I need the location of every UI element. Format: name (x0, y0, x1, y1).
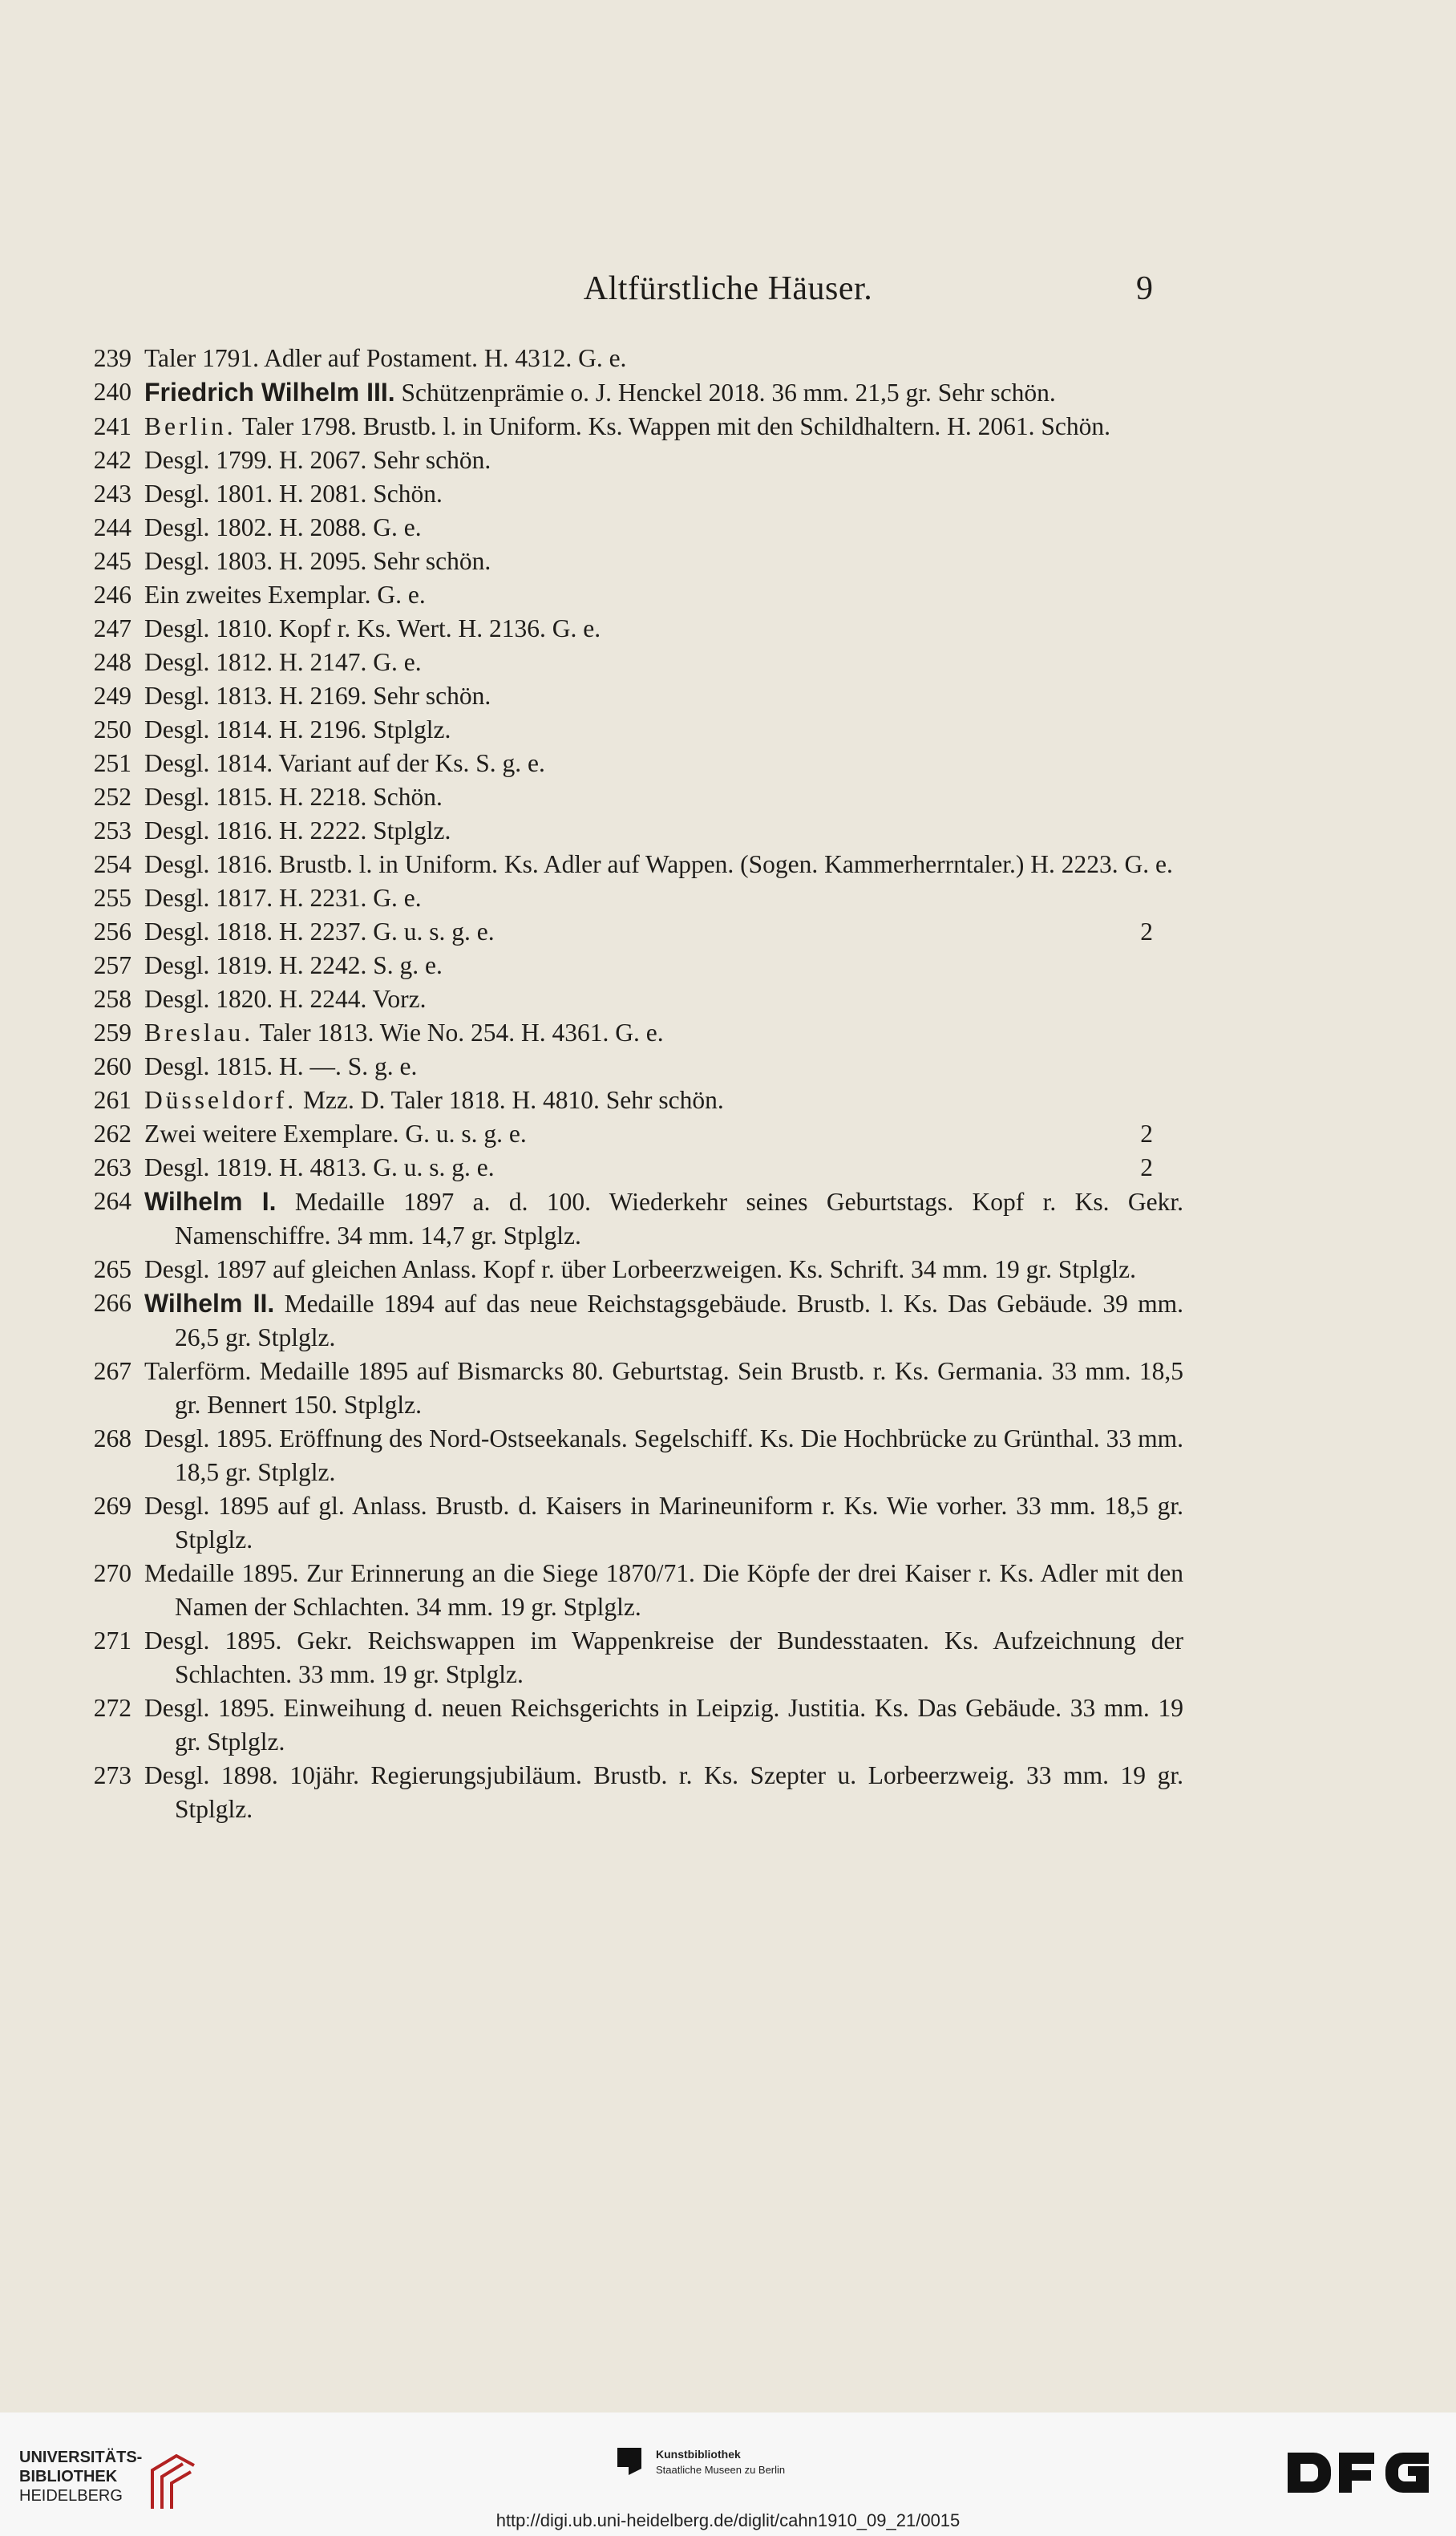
entry-description: Desgl. 1895. Gekr. Reichswappen im Wappenkreise der Bundesstaaten. Ks. Aufzeichnung der Schlachten. 33 mm. 19 gr. Stplglz. (144, 1627, 1183, 1688)
entry-description: Ein zweites Exemplar. G. e. (144, 581, 426, 609)
catalogue-entry (0, 780, 1456, 814)
catalogue-entry (0, 1624, 1456, 1691)
entry-description: Desgl. 1895 auf gl. Anlass. Brustb. d. Kaisers in Marineuniform r. Ks. Wie vorher. 33 mm. 18,5 gr. Stplglz. (144, 1492, 1183, 1554)
entry-description: Desgl. 1895. Eröffnung des Nord-Ostseekanals. Segelschiff. Ks. Die Hochbrücke zu Grünthal. 33 mm. 18,5 gr. Stplglz. (144, 1424, 1183, 1486)
entry-number: 269 (93, 1492, 131, 1520)
entry-text (144, 375, 1183, 410)
entry-description: Taler 1791. Adler auf Postament. H. 4312. G. e. (144, 344, 627, 372)
lot-count: 2 (1140, 1120, 1153, 1148)
entry-description: Medaille 1894 auf das neue Reichstagsgebäude. Brustb. l. Ks. Das Gebäude. 39 mm. 26,5 gr. Stplglz. (175, 1290, 1183, 1351)
catalogue-entry (0, 1185, 1456, 1253)
catalogue-entry (0, 1016, 1456, 1050)
entry-description: Desgl. 1898. 10jähr. Regierungsjubiläum. Brustb. r. Ks. Szepter u. Lorbeerzweig. 33 mm. 19 gr. Stplglz. (144, 1761, 1183, 1823)
catalogue-entry (0, 375, 1456, 410)
catalogue-entry (0, 612, 1456, 646)
entry-text (144, 747, 1183, 780)
entry-number: 264 (93, 1187, 131, 1215)
entry-description: Desgl. 1820. H. 2244. Vorz. (144, 985, 427, 1013)
entry-number: 245 (93, 547, 131, 575)
ruler-name: Friedrich Wilhelm III. (144, 378, 395, 407)
entry-number: 251 (93, 749, 131, 777)
entry-text (144, 477, 1183, 511)
kb-logo-subtitle: Staatliche Museen zu Berlin (656, 2464, 786, 2476)
ub-logo-line-3: HEIDELBERG (19, 2487, 123, 2505)
entry-number: 250 (93, 715, 131, 743)
entry-text (144, 444, 1183, 477)
catalogue-entry (0, 1286, 1456, 1355)
ub-logo-line-1: UNIVERSITÄTS- (19, 2449, 143, 2466)
entry-number: 248 (93, 648, 131, 676)
entry-number: 242 (93, 446, 131, 474)
entry-text (144, 1253, 1183, 1286)
entry-number: 255 (93, 884, 131, 912)
catalogue-entry (0, 713, 1456, 747)
entry-text (144, 1185, 1183, 1253)
catalogue-entry (0, 545, 1456, 578)
catalogue-entry (0, 511, 1456, 545)
ub-mark-icon (144, 2453, 200, 2514)
catalogue-entry (0, 1691, 1456, 1759)
entry-description: Desgl. 1814. H. 2196. Stplglz. (144, 715, 451, 743)
digitization-footer (0, 2412, 1456, 2536)
catalogue-entry (0, 1151, 1456, 1185)
page-number: 9 (1136, 270, 1153, 307)
entry-description: Desgl. 1816. H. 2222. Stplglz. (144, 816, 451, 845)
catalogue-entry (0, 444, 1456, 477)
catalogue-entry (0, 915, 1456, 949)
entry-number: 268 (93, 1424, 131, 1452)
entry-number: 261 (93, 1086, 131, 1114)
entry-number: 246 (93, 581, 131, 609)
entry-number: 239 (93, 344, 131, 372)
entry-text (144, 545, 1183, 578)
entry-number: 259 (93, 1019, 131, 1047)
entry-text (144, 612, 1183, 646)
entry-text (144, 848, 1183, 881)
entry-description: Desgl. 1802. H. 2088. G. e. (144, 513, 422, 541)
ub-heidelberg-logo[interactable] (19, 2448, 142, 2506)
entry-description: Desgl. 1817. H. 2231. G. e. (144, 884, 422, 912)
kunstbibliothek-mark-icon (617, 2448, 641, 2475)
entry-text (144, 915, 1183, 949)
entry-number: 247 (93, 614, 131, 642)
entry-text (144, 1557, 1183, 1624)
entry-description: Desgl. 1801. H. 2081. Schön. (144, 480, 443, 508)
running-header (0, 269, 1456, 318)
catalogue-entry (0, 949, 1456, 982)
entry-text (144, 578, 1183, 612)
entry-number: 270 (93, 1559, 131, 1587)
entry-text (144, 342, 1183, 375)
entry-number: 263 (93, 1153, 131, 1181)
entry-text (144, 679, 1183, 713)
entry-description: Medaille 1895. Zur Erinnerung an die Siege 1870/71. Die Köpfe der drei Kaiser r. Ks. Adler mit den Namen der Schlachten. 34 mm. 19 gr. Stplglz. (144, 1559, 1183, 1621)
entry-number: 244 (93, 513, 131, 541)
catalogue-entry (0, 982, 1456, 1016)
entry-description: Desgl. 1819. H. 2242. S. g. e. (144, 951, 443, 979)
entry-description: Taler 1813. Wie No. 254. H. 4361. G. e. (253, 1019, 664, 1047)
entry-text (144, 982, 1183, 1016)
entry-description: Desgl. 1816. Brustb. l. in Uniform. Ks. Adler auf Wappen. (Sogen. Kammerherrntaler.) H. 2223. G. e. (144, 850, 1173, 878)
catalogue-entry (0, 477, 1456, 511)
entry-description: Medaille 1897 a. d. 100. Wiederkehr seines Geburtstags. Kopf r. Ks. Gekr. Namenschiffre. 34 mm. 14,7 gr. Stplglz. (175, 1188, 1184, 1250)
catalogue-entry (0, 848, 1456, 881)
entry-description: Zwei weitere Exemplare. G. u. s. g. e. (144, 1120, 527, 1148)
catalogue-entry (0, 1355, 1456, 1422)
catalogue-entries (0, 342, 1456, 1826)
catalogue-entry (0, 1050, 1456, 1084)
entry-number: 254 (93, 850, 131, 878)
entry-text (144, 1624, 1183, 1691)
entry-number: 241 (93, 412, 131, 440)
entry-text (144, 881, 1183, 915)
catalogue-entry (0, 1489, 1456, 1557)
entry-text (144, 780, 1183, 814)
entry-number: 272 (93, 1694, 131, 1722)
catalogue-entry (0, 1759, 1456, 1826)
catalogue-entry (0, 342, 1456, 375)
entry-text (144, 1084, 1183, 1117)
catalogue-entry (0, 814, 1456, 848)
catalogue-entry (0, 578, 1456, 612)
lot-count: 2 (1140, 918, 1153, 946)
ruler-name: Wilhelm I. (144, 1187, 277, 1216)
entry-text (144, 713, 1183, 747)
entry-number: 249 (93, 682, 131, 710)
entry-description: Desgl. 1799. H. 2067. Sehr schön. (144, 446, 491, 474)
entry-number: 260 (93, 1052, 131, 1080)
entry-description: Desgl. 1815. H. 2218. Schön. (144, 783, 443, 811)
source-url[interactable]: http://digi.ub.uni-heidelberg.de/diglit/cahn1910_09_21/0015 (495, 2510, 961, 2530)
catalogue-entry (0, 1557, 1456, 1624)
ruler-name: Wilhelm II. (144, 1289, 275, 1318)
entry-number: 267 (93, 1357, 131, 1385)
page-title: Altfürstliche Häuser. (583, 270, 873, 307)
catalogue-entry (0, 1117, 1456, 1151)
entry-number: 258 (93, 985, 131, 1013)
catalogue-entry (0, 679, 1456, 713)
entry-number: 253 (93, 816, 131, 845)
entry-description: Desgl. 1897 auf gleichen Anlass. Kopf r. über Lorbeerzweigen. Ks. Schrift. 34 mm. 19 gr. Stplglz. (144, 1255, 1137, 1283)
entry-description: Desgl. 1814. Variant auf der Ks. S. g. e. (144, 749, 545, 777)
entry-description: Desgl. 1812. H. 2147. G. e. (144, 648, 422, 676)
entry-description: Talerförm. Medaille 1895 auf Bismarcks 80. Geburtstag. Sein Brustb. r. Ks. Germania. 33 mm. 18,5 gr. Bennert 150. Stplglz. (144, 1357, 1183, 1419)
entry-description: Desgl. 1813. H. 2169. Sehr schön. (144, 682, 491, 710)
entry-number: 243 (93, 480, 131, 508)
entry-description: Desgl. 1818. H. 2237. G. u. s. g. e. (144, 918, 495, 946)
entry-number: 266 (93, 1289, 131, 1317)
entry-description: Desgl. 1803. H. 2095. Sehr schön. (144, 547, 491, 575)
catalogue-entry (0, 881, 1456, 915)
catalogue-entry (0, 1084, 1456, 1117)
entry-text (144, 1355, 1183, 1422)
entry-text (144, 1759, 1183, 1826)
entry-description: Desgl. 1819. H. 4813. G. u. s. g. e. (144, 1153, 495, 1181)
entry-number: 265 (93, 1255, 131, 1283)
entry-text (144, 1286, 1183, 1355)
entry-text (144, 1489, 1183, 1557)
entry-text (144, 814, 1183, 848)
entry-description: Desgl. 1810. Kopf r. Ks. Wert. H. 2136. G. e. (144, 614, 601, 642)
entry-text (144, 511, 1183, 545)
entry-text (144, 410, 1183, 444)
entry-description: Desgl. 1815. H. —. S. g. e. (144, 1052, 418, 1080)
entry-text (144, 1117, 1183, 1151)
entry-text (144, 1691, 1183, 1759)
entry-text (144, 949, 1183, 982)
mint-place: Düsseldorf. (144, 1086, 297, 1114)
catalogue-entry (0, 410, 1456, 444)
kb-logo-title: Kunstbibliothek (656, 2448, 741, 2461)
mint-place: Berlin. (144, 412, 237, 440)
catalogue-entry (0, 747, 1456, 780)
entry-number: 271 (93, 1627, 131, 1655)
entry-text (144, 1050, 1183, 1084)
entry-text (144, 1016, 1183, 1050)
entry-number: 252 (93, 783, 131, 811)
entry-description: Taler 1798. Brustb. l. in Uniform. Ks. Wappen mit den Schildhaltern. H. 2061. Schön. (236, 412, 1110, 440)
entry-number: 240 (93, 378, 131, 406)
entry-number: 262 (93, 1120, 131, 1148)
entry-number: 273 (93, 1761, 131, 1789)
dfg-logo-icon[interactable] (1283, 2445, 1435, 2501)
entry-number: 257 (93, 951, 131, 979)
entry-text (144, 1422, 1183, 1489)
entry-description: Schützenprämie o. J. Henckel 2018. 36 mm. 21,5 gr. Sehr schön. (394, 379, 1056, 407)
catalogue-entry (0, 646, 1456, 679)
lot-count: 2 (1140, 1153, 1153, 1181)
entry-text (144, 646, 1183, 679)
entry-description: Desgl. 1895. Einweihung d. neuen Reichsgerichts in Leipzig. Justitia. Ks. Das Gebäude. 33 mm. 19 gr. Stplglz. (144, 1694, 1183, 1756)
catalogue-entry (0, 1422, 1456, 1489)
mint-place: Breslau. (144, 1019, 254, 1047)
entry-text (144, 1151, 1183, 1185)
ub-logo-line-2: BIBLIOTHEK (19, 2468, 118, 2485)
entry-description: Mzz. D. Taler 1818. H. 4810. Sehr schön. (297, 1086, 724, 1114)
entry-number: 256 (93, 918, 131, 946)
catalogue-entry (0, 1253, 1456, 1286)
